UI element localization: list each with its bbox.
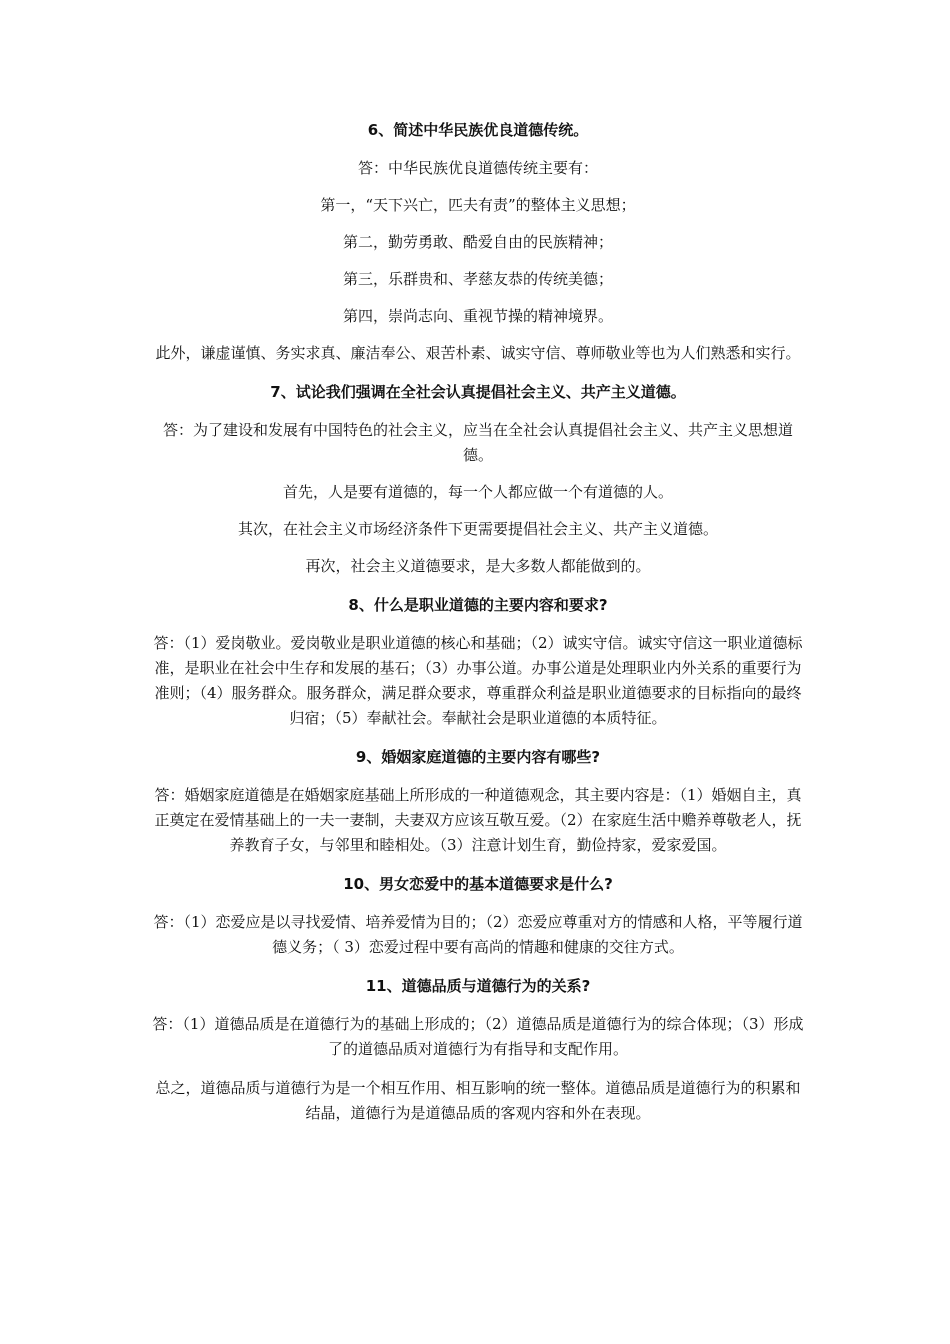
answer-paragraph: 答：（1）道德品质是在道德行为的基础上形成的；（2）道德品质是道德行为的综合体现；（3）形成了的道德品质对道德行为有指导和支配作用。 xyxy=(152,1015,804,1058)
question-8 xyxy=(150,593,806,731)
question-6 xyxy=(150,118,806,366)
question-10 xyxy=(150,872,806,960)
answer-paragraph: 第三，乐群贵和、孝慈友恭的传统美德； xyxy=(342,270,613,288)
answer-paragraph: 答：（1）恋爱应是以寻找爱情、培养爱情为目的；（2）恋爱应尊重对方的情感和人格，平等履行道德义务；（ 3）恋爱过程中要有高尚的情趣和健康的交往方式。 xyxy=(153,913,803,956)
answer-paragraph: 答：中华民族优良道德传统主要有： xyxy=(357,159,598,177)
question-title: 8、什么是职业道德的主要内容和要求? xyxy=(348,596,608,614)
question-title: 10、男女恋爱中的基本道德要求是什么? xyxy=(343,875,613,893)
answer-paragraph: 总之，道德品质与道德行为是一个相互作用、相互影响的统一整体。道德品质是道德行为的积累和结晶，道德行为是道德品质的客观内容和外在表现。 xyxy=(155,1079,801,1122)
question-7 xyxy=(150,380,806,579)
answer-paragraph: 第一，“天下兴亡，匹夫有责”的整体主义思想； xyxy=(320,196,636,214)
answer-paragraph: 答：婚姻家庭道德是在婚姻家庭基础上所形成的一种道德观念，其主要内容是：（1）婚姻自主，真正奠定在爱情基础上的一夫一妻制，夫妻双方应该互敬互爱。（2）在家庭生活中赡养尊敬老人，抚养教育子女，与邻里和睦相处。（3）注意计划生育，勤俭持家，爱家爱国。 xyxy=(154,786,802,854)
answer-paragraph: 第二，勤劳勇敢、酷爱自由的民族精神； xyxy=(342,233,613,251)
answer-paragraph: 此外，谦虚谨慎、务实求真、廉洁奉公、艰苦朴素、诚实守信、尊师敬业等也为人们熟悉和实行。 xyxy=(155,344,801,362)
answer-paragraph: 答：为了建设和发展有中国特色的社会主义，应当在全社会认真提倡社会主义、共产主义思想道德。 xyxy=(162,421,793,464)
question-11 xyxy=(150,974,806,1126)
answer-paragraph: 第四，崇尚志向、重视节操的精神境界。 xyxy=(342,307,613,325)
answer-paragraph: 再次，社会主义道德要求，是大多数人都能做到的。 xyxy=(305,557,651,575)
question-title: 6、简述中华民族优良道德传统。 xyxy=(367,121,589,139)
answer-paragraph: 其次，在社会主义市场经济条件下更需要提倡社会主义、共产主义道德。 xyxy=(237,520,718,538)
answer-paragraph: 答：（1）爱岗敬业。爱岗敬业是职业道德的核心和基础；（2）诚实守信。诚实守信这一职业道德标准，是职业在社会中生存和发展的基石；（3）办事公道。办事公道是处理职业内外关系的重要行为准则；（4）服务群众。服务群众，满足群众要求，尊重群众利益是职业道德要求的目标指向的最终归宿；（5）奉献社会。奉献社会是职业道德的本质特征。 xyxy=(153,634,803,727)
answer-paragraph: 首先，人是要有道德的，每一个人都应做一个有道德的人。 xyxy=(282,483,673,501)
question-title: 9、婚姻家庭道德的主要内容有哪些? xyxy=(355,748,601,766)
question-title: 11、道德品质与道德行为的关系? xyxy=(365,977,591,995)
document-page xyxy=(150,118,806,1140)
question-title: 7、试论我们强调在全社会认真提倡社会主义、共产主义道德。 xyxy=(270,383,686,401)
question-9 xyxy=(150,745,806,858)
